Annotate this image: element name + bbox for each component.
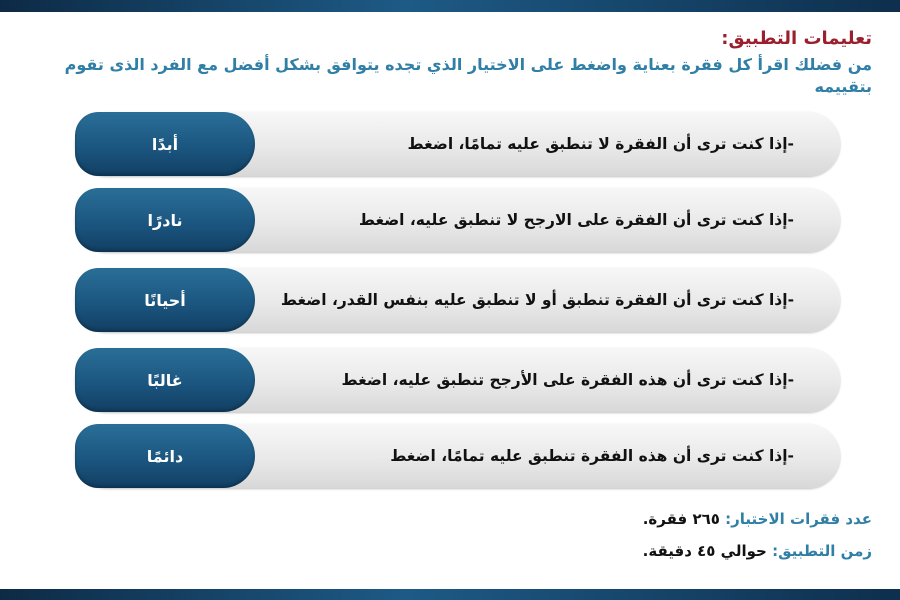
option-row-rarely — [75, 188, 840, 252]
instructions-title: تعليمات التطبيق: — [721, 28, 872, 49]
option-description: -إذا كنت ترى أن هذه الفقرة على الأرجح تنطبق عليه، اضغط — [341, 371, 794, 389]
option-row-often — [75, 348, 840, 412]
duration-value: حوالي ٤٥ دقيقة. — [642, 542, 767, 560]
sometimes-button[interactable]: أحيانًا — [75, 268, 255, 332]
option-row-sometimes — [75, 268, 840, 332]
item-count-value: ٢٦٥ فقرة. — [642, 510, 720, 528]
rarely-button[interactable]: نادرًا — [75, 188, 255, 252]
never-button[interactable]: أبدًا — [75, 112, 255, 176]
option-row-always — [75, 424, 840, 488]
often-button[interactable]: غالبًا — [75, 348, 255, 412]
bottom-banner-bar — [0, 589, 900, 600]
duration-line — [643, 542, 872, 560]
item-count-line — [643, 510, 872, 528]
option-description: -إذا كنت ترى أن الفقرة لا تنطبق عليه تمامًا، اضغط — [407, 135, 794, 153]
option-description: -إذا كنت ترى أن الفقرة تنطبق أو لا تنطبق عليه بنفس القدر، اضغط — [280, 291, 794, 309]
option-row-never — [75, 112, 840, 176]
instructions-text: من فضلك اقرأ كل فقرة بعناية واضغط على الاختيار الذي تجده يتوافق بشكل أفضل مع الفرد الذى تقوم بتقييمه — [64, 55, 872, 96]
duration-label: زمن التطبيق: — [772, 542, 872, 560]
option-description: -إذا كنت ترى أن الفقرة على الارجح لا تنطبق عليه، اضغط — [358, 211, 794, 229]
always-button[interactable]: دائمًا — [75, 424, 255, 488]
option-description: -إذا كنت ترى أن هذه الفقرة تنطبق عليه تمامًا، اضغط — [390, 447, 794, 465]
item-count-label: عدد فقرات الاختبار: — [725, 510, 872, 528]
